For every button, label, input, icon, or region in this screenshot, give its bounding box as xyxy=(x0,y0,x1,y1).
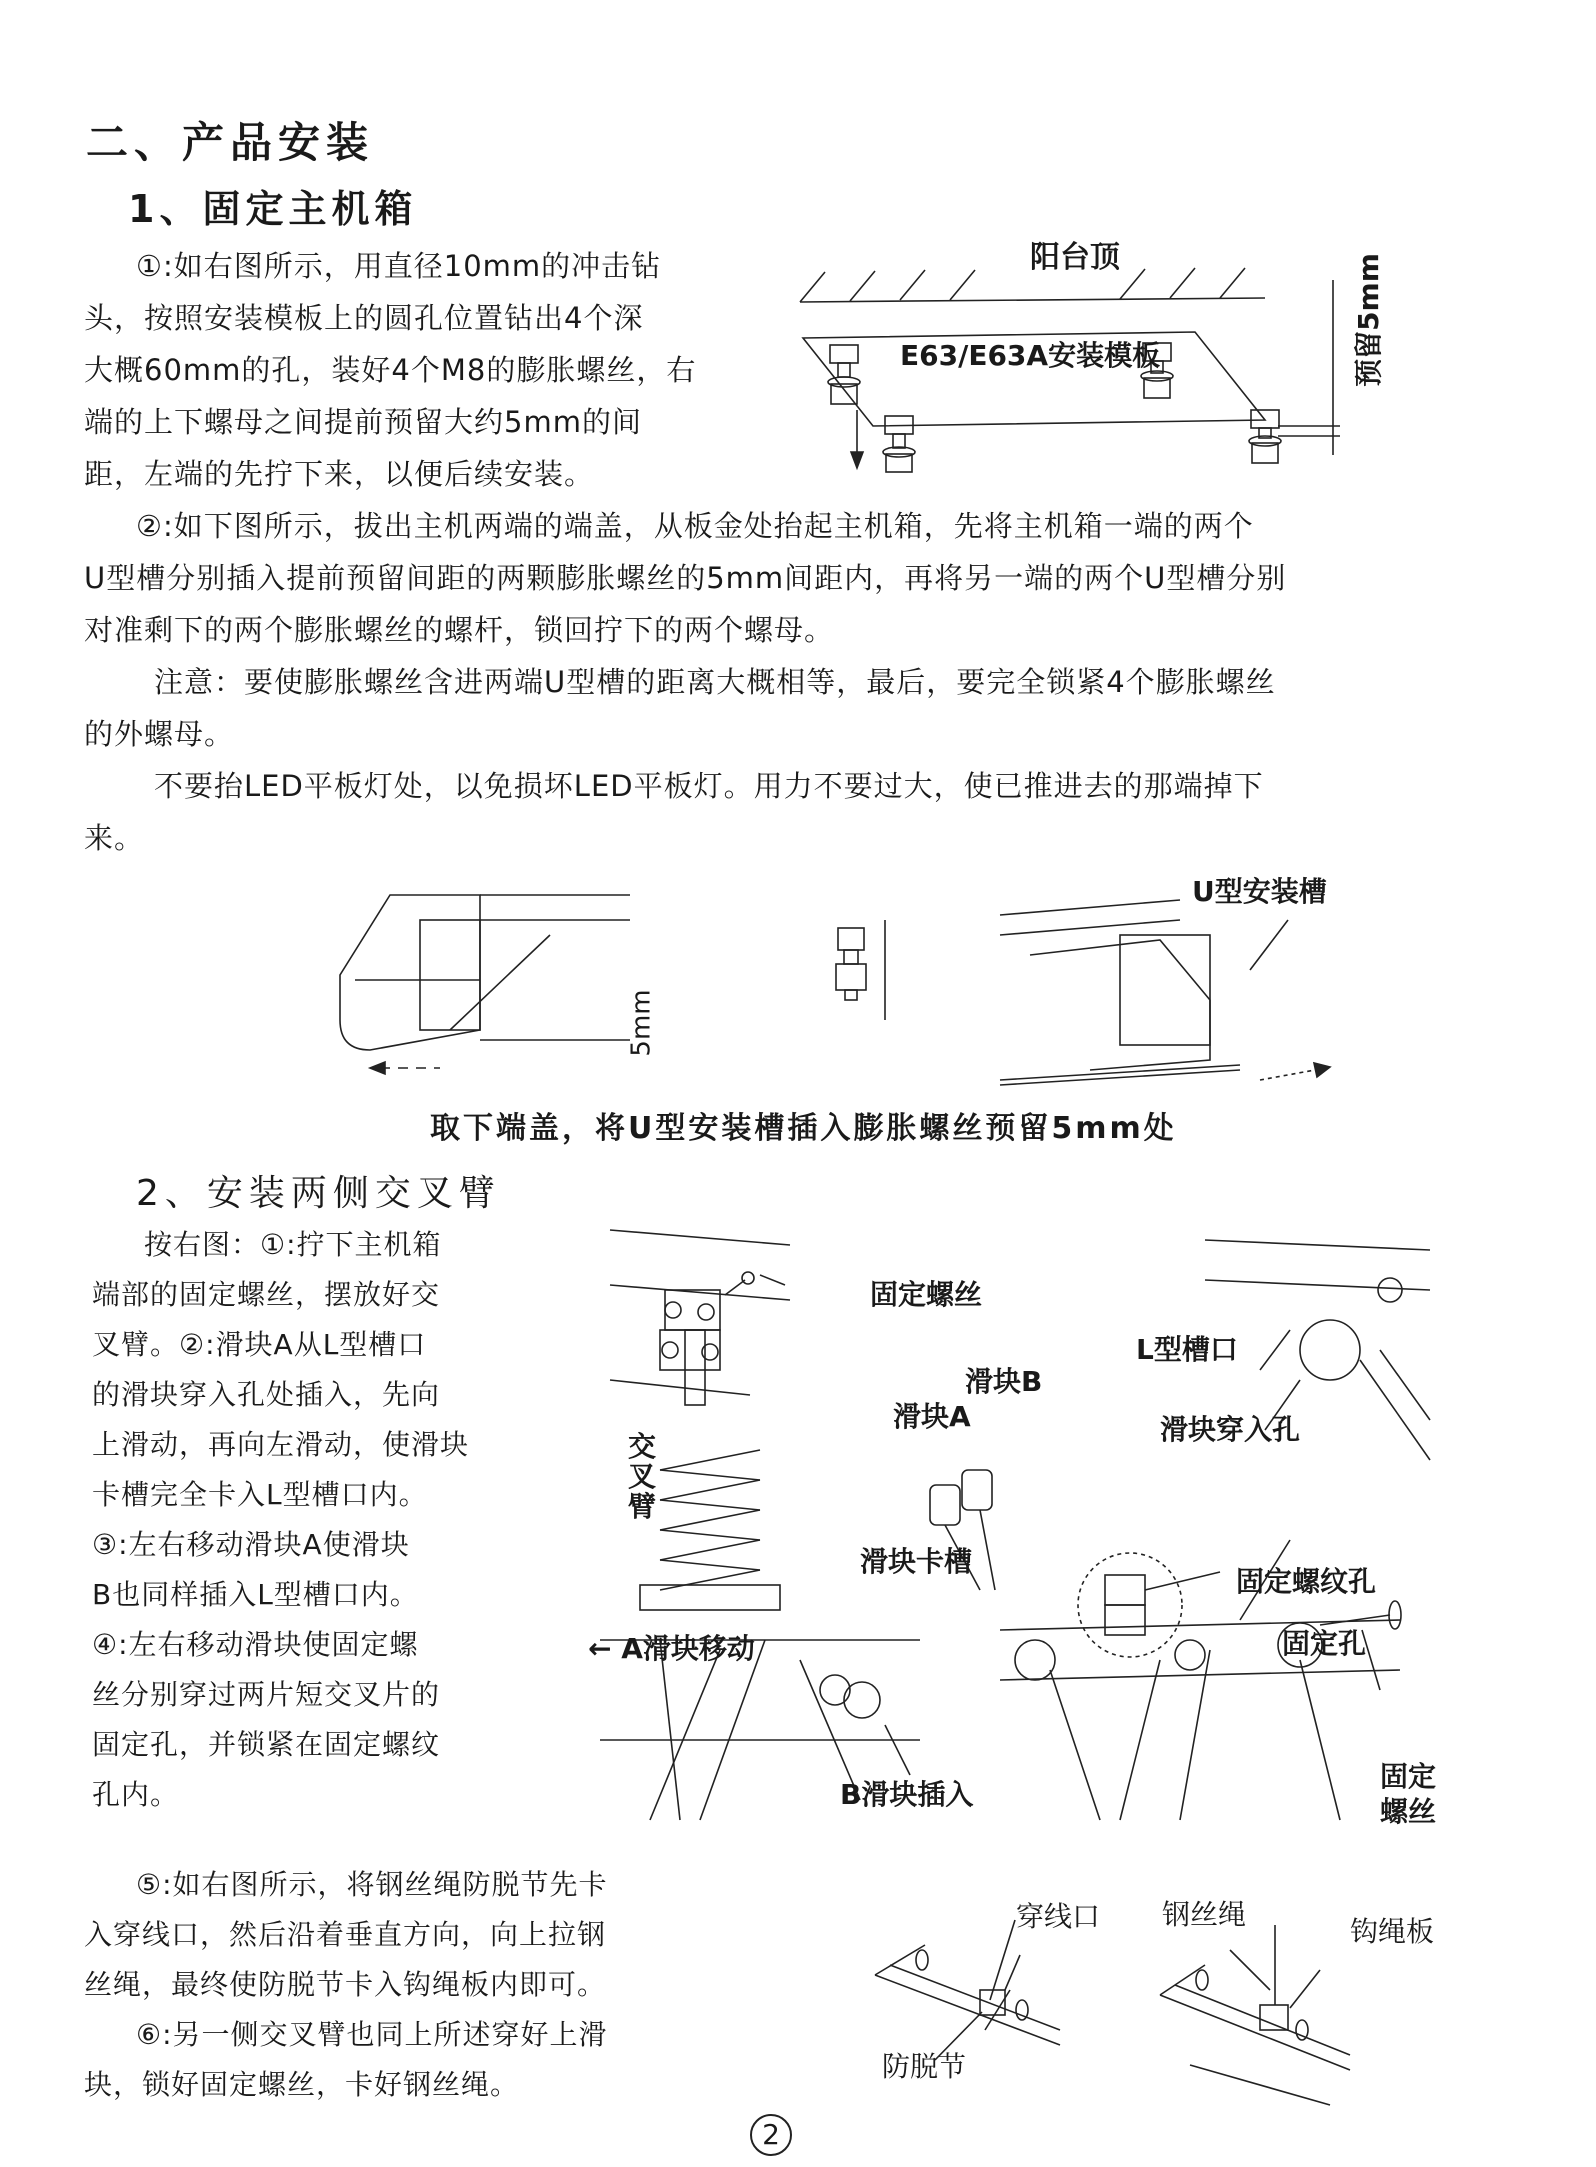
label-fixing-screw-2-line1: 固定 xyxy=(1380,1760,1437,1793)
u-slot-label: U型安装槽 xyxy=(1192,875,1327,908)
section1-step2 xyxy=(84,500,1286,864)
text-line: 端的上下螺母之间提前预留大约5mm的间 xyxy=(84,405,642,439)
label-fixing-hole: 固定孔 xyxy=(1282,1627,1367,1660)
template-label: E63/E63A安装模板 xyxy=(900,339,1161,372)
label-cross-arm: 交叉臂 xyxy=(628,1430,657,1523)
label-fixing-screw-2-line2: 螺丝 xyxy=(1380,1795,1437,1828)
text-line: 丝绳，最终使防脱节卡入钩绳板内即可。 xyxy=(84,1968,607,2001)
text-line: 的外螺母。 xyxy=(84,717,235,751)
text-line: 对准剩下的两个膨胀螺丝的螺杆，锁回拧下的两个螺母。 xyxy=(84,613,835,647)
label-b-insert: B滑块插入 xyxy=(840,1778,974,1811)
text-line: ①:如右图所示，用直径10mm的冲击钻 xyxy=(136,249,662,283)
pointer-line xyxy=(1290,1970,1320,2008)
text-line: 丝分别穿过两片短交叉片的 xyxy=(92,1678,441,1711)
pointer-line xyxy=(1250,920,1288,970)
pointer-line xyxy=(1145,1572,1220,1590)
label-slider-b: 滑块B xyxy=(965,1365,1043,1398)
text-line: 头，按照安装模板上的圆孔位置钻出4个深 xyxy=(84,301,644,335)
arrow-head xyxy=(851,452,863,468)
wire-right xyxy=(1160,1925,1350,2105)
bracket-top-left xyxy=(610,1230,790,1405)
pointer-line xyxy=(1005,1955,1020,1990)
ceiling-label: 阳台顶 xyxy=(1030,240,1120,275)
install-diagram xyxy=(330,880,1430,1090)
text-line: 来。 xyxy=(84,821,145,855)
text-line: ⑥:另一侧交叉臂也同上所述穿好上滑 xyxy=(136,2018,608,2051)
label-anti-drop: 防脱节 xyxy=(882,2050,967,2083)
host-end-right xyxy=(1000,900,1240,1085)
text-line: ②:如下图所示，拔出主机两端的端盖，从板金处抬起主机箱，先将主机箱一端的两个 xyxy=(136,509,1254,543)
pointer-line xyxy=(760,1275,785,1285)
detail-circle xyxy=(1078,1553,1220,1657)
pointer-line xyxy=(1260,1330,1290,1370)
text-line: U型槽分别插入提前预留间距的两颗膨胀螺丝的5mm间距内，再将另一端的两个U型槽分别 xyxy=(84,561,1287,595)
gap-label: 预留5mm xyxy=(1351,253,1385,387)
gap-5mm-label: 5mm xyxy=(626,989,657,1057)
text-line: 按右图：①:拧下主机箱 xyxy=(144,1228,442,1261)
section2-heading: 2、安装两侧交叉臂 xyxy=(136,1173,501,1214)
text-line: 上滑动，再向左滑动，使滑块 xyxy=(92,1428,470,1461)
label-thread-hole: 固定螺纹孔 xyxy=(1236,1565,1377,1598)
text-line: ③:左右移动滑块A使滑块 xyxy=(92,1528,410,1561)
section1-step1 xyxy=(84,240,696,500)
install-caption: 取下端盖，将U型安装槽插入膨胀螺丝预留5mm处 xyxy=(430,1111,1177,1146)
text-line: 叉臂。②:滑块A从L型槽口 xyxy=(92,1328,427,1361)
bolt-icon xyxy=(1249,410,1281,463)
arrow-head xyxy=(370,1062,385,1074)
push-arrow-icon xyxy=(1260,1070,1315,1080)
label-a-move: ← A滑块移动 xyxy=(588,1632,755,1665)
label-l-slot: L型槽口 xyxy=(1136,1333,1238,1366)
text-line: 端部的固定螺丝，摆放好交 xyxy=(92,1278,441,1311)
text-line: ④:左右移动滑块使固定螺 xyxy=(92,1628,419,1661)
label-slider-hole: 滑块穿入孔 xyxy=(1160,1413,1301,1446)
wire-left xyxy=(875,1920,1060,2060)
text-line: 的滑块穿入孔处插入，先向 xyxy=(92,1378,441,1411)
text-line: 块，锁好固定螺丝，卡好钢丝绳。 xyxy=(84,2068,520,2101)
ceiling-hatch xyxy=(800,268,1245,302)
pointer-line xyxy=(1230,1950,1270,1990)
text-line: ⑤:如右图所示，将钢丝绳防脱节先卡 xyxy=(136,1868,608,1901)
text-line: 注意：要使膨胀螺丝含进两端U型槽的距离大概相等，最后，要完全锁紧4个膨胀螺丝 xyxy=(154,665,1276,699)
text-line: 距，左端的先拧下来，以便后续安装。 xyxy=(84,457,595,491)
section2-step5-6 xyxy=(84,1860,608,2110)
label-hook-plate: 钩绳板 xyxy=(1350,1915,1435,1948)
ceiling-line xyxy=(800,298,1265,302)
section2-steps xyxy=(92,1220,469,1820)
text-line: 卡槽完全卡入L型槽口内。 xyxy=(92,1478,428,1511)
cross-arm-diagram xyxy=(600,1200,1430,1850)
bolt-icon xyxy=(883,416,915,472)
host-end-left xyxy=(340,895,630,1050)
section1-heading: 1、固定主机箱 xyxy=(128,187,418,231)
text-line: B也同样插入L型槽口内。 xyxy=(92,1578,419,1611)
bolt-icon xyxy=(836,928,866,1000)
label-fixing-screw: 固定螺丝 xyxy=(870,1278,983,1311)
cross-arm-icon xyxy=(640,1450,780,1610)
text-line: 入穿线口，然后沿着垂直方向，向上拉钢 xyxy=(84,1918,607,1951)
page-title: 二、产品安装 xyxy=(86,118,375,167)
label-slider-a: 滑块A xyxy=(893,1400,971,1433)
text-line: 固定孔，并锁紧在固定螺纹 xyxy=(92,1728,441,1761)
text-line: 不要抬LED平板灯处，以免损坏LED平板灯。用力不要过大，使已推进去的那端掉下 xyxy=(154,769,1264,803)
label-threading-port: 穿线口 xyxy=(1016,1900,1101,1933)
text-line: 大概60mm的孔，装好4个M8的膨胀螺丝，右 xyxy=(84,353,697,387)
text-line: 孔内。 xyxy=(92,1778,180,1811)
page-number: 2 xyxy=(750,2114,792,2156)
pointer-line xyxy=(885,1725,910,1775)
arrow-head xyxy=(1314,1063,1330,1077)
label-wire-rope: 钢丝绳 xyxy=(1162,1898,1247,1931)
label-slider-groove: 滑块卡槽 xyxy=(860,1545,973,1578)
